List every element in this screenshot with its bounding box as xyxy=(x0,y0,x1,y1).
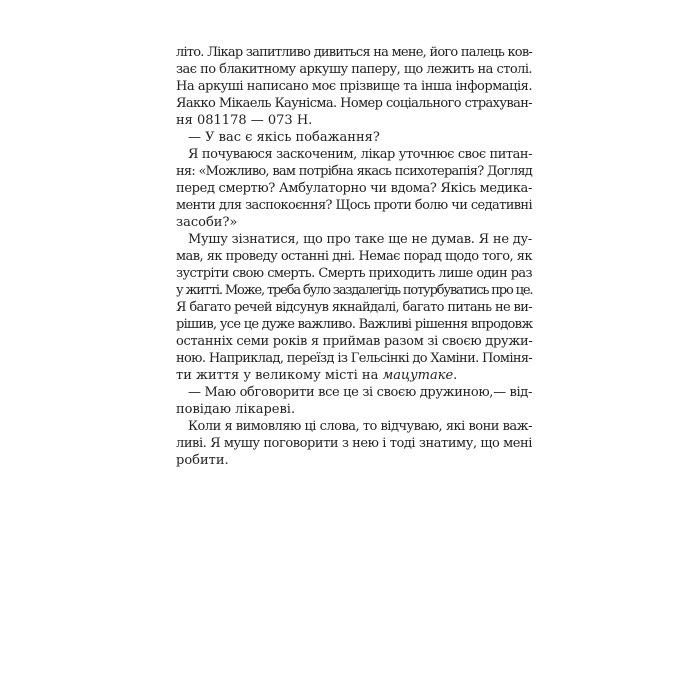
text-line xyxy=(176,95,532,112)
line-text: мав, як проведу останні дні. Немає порад щодо того, як xyxy=(176,249,532,264)
line-text: рішив, усе це дуже важливо. Важливі рішення впродовж xyxy=(176,317,533,332)
line-text: Коли я вимовляю ці слова, то відчуваю, які вони важ- xyxy=(188,419,532,434)
line-text: перед смертю? Амбулаторно чи вдома? Якісь медика- xyxy=(176,181,532,196)
line-text: менти для заспокоєння? Щось проти болю чи седативні xyxy=(176,198,532,213)
line-text: зустріти свою смерть. Смерть приходить лише один раз xyxy=(176,266,532,281)
line-text: ня 081178 — 073 Н. xyxy=(176,113,313,128)
line-text: ливі. Я мушу поговорити з нею і тоді знатиму, що мені xyxy=(176,436,532,451)
text-line xyxy=(176,418,532,435)
text-line xyxy=(176,452,532,469)
line-text: повідаю лікареві. xyxy=(176,402,296,417)
text-line xyxy=(176,265,532,282)
italic-word: мацутаке xyxy=(382,368,454,383)
line-text: ня: «Можливо, вам потрібна якась психотерапія? Догляд xyxy=(176,164,532,179)
line-text: засоби?» xyxy=(176,215,238,230)
line-text: ною. Наприклад, переїзд із Гельсінкі до Хаміни. Поміня- xyxy=(176,351,533,366)
line-tail: . xyxy=(453,368,458,383)
text-line xyxy=(176,333,532,350)
text-line xyxy=(176,316,532,333)
line-text: — У вас є якісь побажання? xyxy=(188,130,380,145)
line-text: ти життя у великому місті на xyxy=(176,368,383,383)
text-line xyxy=(176,112,532,129)
line-text: Яакко Мікаель Каунісма. Номер соціального страхуван- xyxy=(176,96,532,111)
line-text: літо. Лікар запитливо дивиться на мене, його палець ков- xyxy=(176,45,532,60)
line-text: Я багато речей відсунув якнайдалі, багато питань не ви- xyxy=(176,300,532,315)
text-line xyxy=(176,214,532,231)
text-line xyxy=(176,401,532,418)
line-text: Я почуваюся заскоченим, лікар уточнює своє питан- xyxy=(188,147,532,162)
line-text: останніх семи років я приймав разом зі своєю дружи- xyxy=(176,334,533,349)
text-line xyxy=(176,248,532,265)
text-line xyxy=(176,44,532,61)
line-text: у житті. Може, треба було заздалегідь потурбуватись про це. xyxy=(176,283,533,298)
line-text: робити. xyxy=(176,453,229,468)
line-text: Мушу зізнатися, що про таке ще не думав. Я не ду- xyxy=(188,232,532,247)
text-line xyxy=(176,350,532,367)
line-text: — Маю обговорити все це зі своєю дружиною,— від- xyxy=(188,385,532,400)
text-line xyxy=(176,146,532,163)
text-line xyxy=(176,367,532,384)
body-text xyxy=(176,44,532,469)
text-line xyxy=(176,384,532,401)
text-line xyxy=(176,78,532,95)
text-line xyxy=(176,197,532,214)
text-line xyxy=(176,282,532,299)
text-line xyxy=(176,163,532,180)
text-line xyxy=(176,435,532,452)
line-text: На аркуші написано моє прізвище та інша інформація. xyxy=(176,79,532,94)
text-line xyxy=(176,61,532,78)
text-line xyxy=(176,231,532,248)
text-line xyxy=(176,299,532,316)
text-line xyxy=(176,180,532,197)
line-text: зає по блакитному аркушу паперу, що лежить на столі. xyxy=(176,62,532,77)
text-line xyxy=(176,129,532,146)
